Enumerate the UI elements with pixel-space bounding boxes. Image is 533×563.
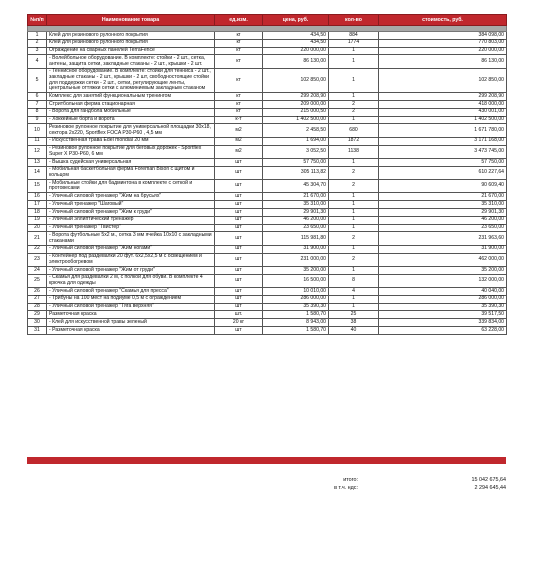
cell-qty: 2	[329, 166, 379, 179]
table-row	[28, 311, 507, 319]
header-name: Наименование товара	[47, 15, 215, 26]
cell-price: 16 500,00	[263, 274, 329, 287]
cell-unit: шт	[215, 216, 263, 224]
cell-num: 24	[28, 266, 47, 274]
cell-price: 86 130,00	[263, 55, 329, 68]
header-unit: ед.изм.	[215, 15, 263, 26]
cell-qty: 1	[329, 266, 379, 274]
cell-unit: кт	[215, 108, 263, 116]
cell-num: 23	[28, 253, 47, 266]
total-value: 15 042 675,64	[471, 477, 506, 483]
cell-price: 1 580,70	[263, 311, 329, 319]
cell-name: - Искусственная трава Edel mondial 20 мм	[47, 137, 215, 145]
cell-cost: 21 670,00	[379, 193, 507, 201]
total-label: итого:	[343, 477, 358, 483]
header-num: №п/п	[28, 15, 47, 26]
cell-unit: шт	[215, 295, 263, 303]
cell-unit: шт	[215, 158, 263, 166]
cell-cost: 132 000,00	[379, 274, 507, 287]
cell-unit: м2	[215, 137, 263, 145]
cell-cost: 23 650,00	[379, 224, 507, 232]
cell-price: 209 000,00	[263, 101, 329, 109]
red-footer-bar	[27, 457, 506, 464]
cell-unit: шт	[215, 253, 263, 266]
cell-price: 1 402 500,00	[263, 116, 329, 124]
cell-unit: шт	[215, 209, 263, 217]
table-row	[28, 295, 507, 303]
cell-name: - Волейбольное оборудование. В комплекте: стойки - 2 шт., сетка, антены, защита сетки, закладные стаканы - 2 шт., крышки - 2 шт.	[47, 55, 215, 68]
cell-unit: кг	[215, 39, 263, 47]
cell-name: - Уличный силовой тренажер "Жим на брусьях"	[47, 193, 215, 201]
cell-cost: 384 098,00	[379, 32, 507, 40]
table-row	[28, 108, 507, 116]
cell-name: - Клей для искусственной травы зеленый	[47, 319, 215, 327]
cell-cost: 63 228,00	[379, 326, 507, 334]
cell-name: Резиновое рулонное покрытие для универсальной площадки 30х18, сектора 2х220, Sportflex FOCA P30-P60 , 4,5 мм	[47, 124, 215, 137]
table-row	[28, 180, 507, 193]
cell-name: - Уличный силовой тренажер "Скамья для пресса"	[47, 288, 215, 296]
cell-num: 11	[28, 137, 47, 145]
cell-price: 3 052,50	[263, 145, 329, 158]
cell-price: 286 000,00	[263, 295, 329, 303]
cell-name: Клей для резинового рулонного покрытия	[47, 32, 215, 40]
cell-name: - Уличный силовой тренажер "Жим ногами"	[47, 245, 215, 253]
cell-name: - Уличный тренажер "Шаговый"	[47, 201, 215, 209]
table-row	[28, 245, 507, 253]
cell-num: 12	[28, 145, 47, 158]
cell-qty: 1	[329, 193, 379, 201]
cell-cost: 339 834,00	[379, 319, 507, 327]
cell-name: - Скамья для раздевалки 2 м, с полкой для обуви. В комплекте 4 крючка для одежды	[47, 274, 215, 287]
cell-num: 5	[28, 68, 47, 93]
cell-num: 15	[28, 180, 47, 193]
cell-price: 35 310,00	[263, 201, 329, 209]
cell-cost: 286 000,00	[379, 295, 507, 303]
table-row	[28, 116, 507, 124]
cell-cost: 40 040,00	[379, 288, 507, 296]
cell-cost: 430 001,00	[379, 108, 507, 116]
table-row	[28, 193, 507, 201]
header-price: цена, руб.	[263, 15, 329, 26]
cell-price: 21 670,00	[263, 193, 329, 201]
cell-price: 115 981,80	[263, 232, 329, 245]
header-cost: стоимость, руб.	[379, 15, 507, 26]
cell-qty: 1	[329, 224, 379, 232]
cell-qty: 1	[329, 55, 379, 68]
cell-num: 27	[28, 295, 47, 303]
cell-unit: шт	[215, 303, 263, 311]
cell-cost: 29 901,30	[379, 209, 507, 217]
cell-num: 2	[28, 39, 47, 47]
cell-qty: 2	[329, 108, 379, 116]
table-row	[28, 55, 507, 68]
table-header-row	[28, 15, 507, 26]
cell-unit: шт	[215, 166, 263, 179]
cell-price: 305 113,82	[263, 166, 329, 179]
cell-num: 14	[28, 166, 47, 179]
table-row	[28, 201, 507, 209]
cell-cost: 1 402 500,00	[379, 116, 507, 124]
cell-unit: шт.	[215, 311, 263, 319]
cell-unit: шт	[215, 326, 263, 334]
cell-qty: 1872	[329, 137, 379, 145]
cell-name: Комплекс для занятий функциональным тренингом	[47, 93, 215, 101]
cell-cost: 35 390,30	[379, 303, 507, 311]
cell-name: - Мобильная баскетбольная ферма Foreman Bison с щитом и кольцом	[47, 166, 215, 179]
cell-cost: 299 208,90	[379, 93, 507, 101]
cell-num: 20	[28, 224, 47, 232]
cell-unit: шт	[215, 274, 263, 287]
cell-num: 18	[28, 209, 47, 217]
cell-qty: 40	[329, 326, 379, 334]
cell-qty: 1	[329, 116, 379, 124]
cell-num: 21	[28, 232, 47, 245]
table-body	[28, 26, 507, 335]
cell-price: 10 010,00	[263, 288, 329, 296]
cell-price: 35 390,30	[263, 303, 329, 311]
cell-unit: кт	[215, 47, 263, 55]
header-qty: кол-во	[329, 15, 379, 26]
cell-price: 57 750,00	[263, 158, 329, 166]
table-row	[28, 253, 507, 266]
cell-name: - Резиновое рулонное покрытие для беговых дорожек - Sportflex Super X P30-P60, 6 мм	[47, 145, 215, 158]
cell-price: 215 000,50	[263, 108, 329, 116]
cell-price: 29 901,30	[263, 209, 329, 217]
table-row	[28, 303, 507, 311]
cell-cost: 3 171 168,00	[379, 137, 507, 145]
cell-unit: кт	[215, 101, 263, 109]
cell-qty: 1	[329, 93, 379, 101]
cell-num: 17	[28, 201, 47, 209]
cell-qty: 25	[329, 311, 379, 319]
cell-unit: шт	[215, 180, 263, 193]
cell-unit: кт	[215, 93, 263, 101]
cell-num: 28	[28, 303, 47, 311]
cell-price: 46 200,00	[263, 216, 329, 224]
cell-unit: кт	[215, 68, 263, 93]
vat-value: 2 294 645,44	[474, 485, 506, 491]
cell-qty: 1774	[329, 39, 379, 47]
cell-num: 16	[28, 193, 47, 201]
table-row	[28, 166, 507, 179]
cell-unit: кг	[215, 32, 263, 40]
table-row	[28, 39, 507, 47]
cell-name: - Уличный силовой тренажер "Жим от груди"	[47, 266, 215, 274]
table-row	[28, 232, 507, 245]
table-row	[28, 47, 507, 55]
cell-unit: шт	[215, 245, 263, 253]
cell-qty: 884	[329, 32, 379, 40]
cell-unit: шт	[215, 201, 263, 209]
cell-qty: 4	[329, 288, 379, 296]
cell-name: Разметочная краска	[47, 311, 215, 319]
cell-price: 231 000,00	[263, 253, 329, 266]
cell-qty: 2	[329, 180, 379, 193]
cell-cost: 3 473 745,00	[379, 145, 507, 158]
cell-num: 6	[28, 93, 47, 101]
cell-cost: 102 850,00	[379, 68, 507, 93]
cell-unit: шт	[215, 232, 263, 245]
cell-num: 30	[28, 319, 47, 327]
cell-qty: 1	[329, 303, 379, 311]
cell-price: 45 304,70	[263, 180, 329, 193]
cell-name: - Уличный тренажер "Твистер"	[47, 224, 215, 232]
cell-name: - Теннисное оборудование. В комплекте: стойки для тенниса - 2 шт., закладные стаканы - 2 шт., крышки - 2 шт, свободностоящие стойки для поддержки сетки - 2 шт., сетки, регулирующие ленты, центральные оттяжки сетки с алюминиевым закладным стаканом	[47, 68, 215, 93]
cell-qty: 1138	[329, 145, 379, 158]
cell-unit: м2	[215, 145, 263, 158]
cell-name: Стритбольная ферма стационарная	[47, 101, 215, 109]
cell-price: 434,50	[263, 39, 329, 47]
table-row	[28, 158, 507, 166]
table-row	[28, 326, 507, 334]
cell-cost: 231 963,60	[379, 232, 507, 245]
cell-qty: 38	[329, 319, 379, 327]
cell-cost: 35 200,00	[379, 266, 507, 274]
table-row	[28, 319, 507, 327]
cell-num: 22	[28, 245, 47, 253]
table-row	[28, 216, 507, 224]
cell-price: 220 000,00	[263, 47, 329, 55]
cell-price: 31 900,00	[263, 245, 329, 253]
cell-name: - Вышка судейская универсальная	[47, 158, 215, 166]
cell-cost: 57 750,00	[379, 158, 507, 166]
cell-num: 8	[28, 108, 47, 116]
cell-qty: 680	[329, 124, 379, 137]
cell-name: - Хоккейные борта и ворота	[47, 116, 215, 124]
cell-qty: 8	[329, 274, 379, 287]
cell-qty: 1	[329, 68, 379, 93]
cell-num: 3	[28, 47, 47, 55]
cell-num: 13	[28, 158, 47, 166]
cell-qty: 1	[329, 47, 379, 55]
totals-values	[440, 476, 506, 492]
cell-unit: м2	[215, 124, 263, 137]
cell-name: Ограждение на сварных панелей TerraFence	[47, 47, 215, 55]
cell-price: 35 200,00	[263, 266, 329, 274]
cell-cost: 46 200,00	[379, 216, 507, 224]
cell-qty: 1	[329, 216, 379, 224]
table-row	[28, 288, 507, 296]
cell-name: - Контейнер под раздевалки 20 фут. 6х2,5х2,5 м с освещением и электрообогревом	[47, 253, 215, 266]
cell-unit: 20 кг	[215, 319, 263, 327]
cell-qty: 2	[329, 232, 379, 245]
cell-name: - Разметочная краска	[47, 326, 215, 334]
cell-qty: 1	[329, 245, 379, 253]
cell-name: - Ворота для гандбола мобильные	[47, 108, 215, 116]
cell-price: 434,50	[263, 32, 329, 40]
cell-cost: 610 227,64	[379, 166, 507, 179]
cell-unit: шт	[215, 193, 263, 201]
table-row	[28, 224, 507, 232]
cell-cost: 220 000,00	[379, 47, 507, 55]
cell-num: 4	[28, 55, 47, 68]
cell-cost: 1 671 780,00	[379, 124, 507, 137]
cell-qty: 1	[329, 201, 379, 209]
cell-price: 299 208,90	[263, 93, 329, 101]
cell-name: - Уличный силовой тренажер "Жим к груди"	[47, 209, 215, 217]
table-row	[28, 137, 507, 145]
cell-num: 19	[28, 216, 47, 224]
cell-name: - Уличный силовой тренажер "Тяга верхняя"	[47, 303, 215, 311]
cell-qty: 1	[329, 158, 379, 166]
cell-cost: 90 609,40	[379, 180, 507, 193]
price-table-container	[27, 14, 506, 335]
cell-unit: кт	[215, 55, 263, 68]
vat-label: в т.ч. ндс:	[334, 485, 358, 491]
cell-cost: 462 000,00	[379, 253, 507, 266]
cell-price: 23 650,00	[263, 224, 329, 232]
cell-name: - Трибуны на 100 мест на подиуме 0,5 м с ограждением	[47, 295, 215, 303]
table-row	[28, 145, 507, 158]
cell-qty: 2	[329, 253, 379, 266]
table-row	[28, 68, 507, 93]
cell-unit: шт	[215, 224, 263, 232]
cell-cost: 770 803,00	[379, 39, 507, 47]
cell-num: 9	[28, 116, 47, 124]
cell-num: 10	[28, 124, 47, 137]
table-row	[28, 101, 507, 109]
totals-labels	[300, 476, 358, 492]
table-row	[28, 93, 507, 101]
cell-name: Клей для резинового рулонного покрытия	[47, 39, 215, 47]
cell-cost: 86 130,00	[379, 55, 507, 68]
cell-cost: 39 517,50	[379, 311, 507, 319]
table-row	[28, 124, 507, 137]
cell-cost: 35 310,00	[379, 201, 507, 209]
cell-name: - Уличный эллиптический тренажер	[47, 216, 215, 224]
cell-price: 1 694,00	[263, 137, 329, 145]
cell-unit: шт	[215, 266, 263, 274]
cell-num: 7	[28, 101, 47, 109]
cell-num: 26	[28, 288, 47, 296]
cell-name: - Мобильные стойки для бадминтона в комплекте с сеткой и протовесами	[47, 180, 215, 193]
cell-cost: 31 900,00	[379, 245, 507, 253]
cell-price: 8 943,00	[263, 319, 329, 327]
cell-price: 102 850,00	[263, 68, 329, 93]
cell-num: 31	[28, 326, 47, 334]
cell-qty: 1	[329, 209, 379, 217]
cell-qty: 1	[329, 295, 379, 303]
cell-name: - Ворота футбольные 5х2 м., сетка 3 мм ячейка 10х10 с закладными стаканами	[47, 232, 215, 245]
cell-unit: к-т	[215, 116, 263, 124]
table-row	[28, 274, 507, 287]
cell-num: 25	[28, 274, 47, 287]
cell-price: 2 458,50	[263, 124, 329, 137]
cell-qty: 2	[329, 101, 379, 109]
cell-cost: 418 000,00	[379, 101, 507, 109]
cell-price: 1 580,70	[263, 326, 329, 334]
price-table	[27, 14, 507, 335]
cell-unit: шт	[215, 288, 263, 296]
cell-num: 1	[28, 32, 47, 40]
cell-num: 29	[28, 311, 47, 319]
